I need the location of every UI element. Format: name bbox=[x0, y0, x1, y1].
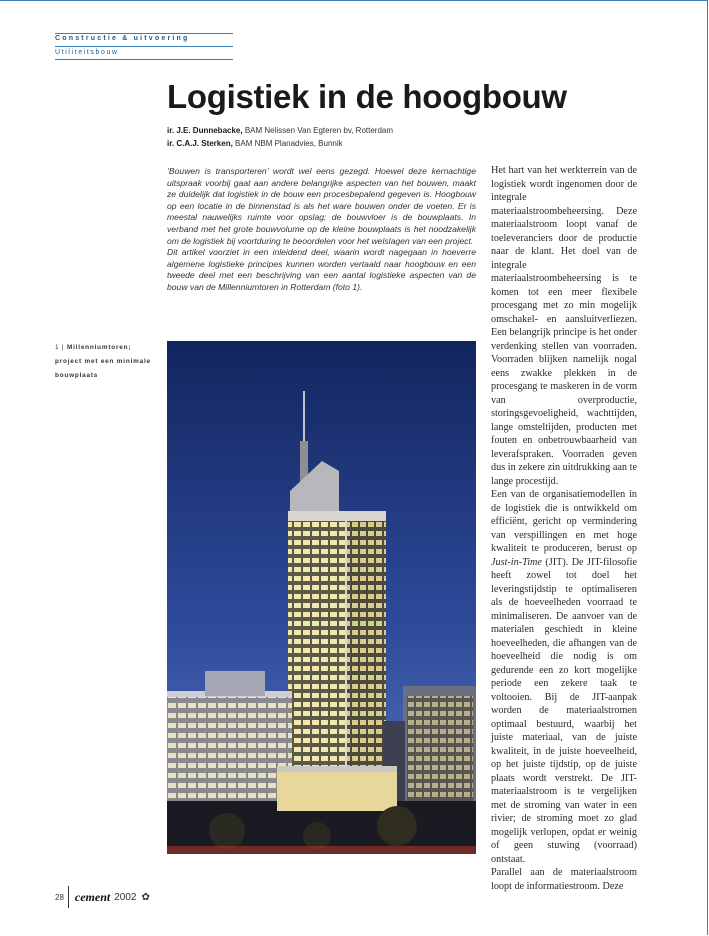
body-column bbox=[491, 164, 637, 893]
article-title: Logistiek in de hoogbouw bbox=[167, 78, 567, 115]
author-line-1 bbox=[167, 126, 393, 135]
figure-caption-text: Millenniumtoren; project met een minimale bouwplaats bbox=[55, 344, 151, 379]
body-paragraph: Het hart van het werkterrein van de logistiek wordt ingenomen door de integrale materiaalstroombeheersing. Deze materiaalstroom loopt vanaf de toeleveranciers door de productie naar de klant. Het doel van de integrale materiaalstroombeheersing is te komen tot een meer flexibele procesgang met zo min mogelijk omschakel- en aansluitverliezen. Een belangrijk principe is het onder verdenking stellen van voorraden. Voorraden blijken namelijk nogal eens zwakke plekken in de procesgang te maskeren in de vorm van overproductie, storingsgevoeligheid, wachttijden, lange omsteltijden, producten met fouten en onbetrouwbaarheid van leverafspraken. Voorraden geven dus in zekere zin uitdrukking aan te lange procestijd. bbox=[491, 165, 637, 487]
magazine-year: 2002 bbox=[114, 891, 137, 903]
just-in-time-term: Just-in-Time bbox=[491, 556, 542, 568]
author-line-2 bbox=[167, 139, 343, 148]
page-number: 28 bbox=[55, 892, 64, 902]
magazine-name: cement bbox=[74, 889, 111, 904]
section-label: Constructie & uitvoering bbox=[55, 35, 190, 42]
intro-text bbox=[167, 166, 476, 294]
millenniumtoren-photo bbox=[167, 341, 476, 854]
header-rule-bottom bbox=[55, 59, 233, 60]
flower-icon: ✿ bbox=[141, 891, 150, 903]
body-paragraph bbox=[491, 488, 637, 866]
body-text: (JIT). De JIT-filosofie heeft zowel tot doel het leveringstijdstip te optimaliseren als de hoeveelheden voorraad te minimaliseren. De aanvoer van de materialen geschiedt in kleine hoeveelheden, die afhangen van de hoeveelheid die nodig is om gedurende een zo kort mogelijke periode een zekere taak te voltooien. Bij de JIT-aanpak worden de materiaalstromen optimaal bestuurd, waarbij het juiste materiaal, van de juiste kwaliteit, in de juiste hoeveelheid, op het juiste tijdstip, op de juiste plaats wordt verstrekt. De JIT-materiaalstroom is te vergelijken met de stroming van water in een rivier; de stroming moet zo glad mogelijk verlopen, opdat er weinig of geen stuwing (voorraad) ontstaat. bbox=[491, 556, 637, 865]
body-paragraph: Parallel aan de materiaalstroom loopt de informatiestroom. Deze bbox=[491, 867, 637, 892]
intro-paragraph: ‘Bouwen is transporteren’ wordt wel eens gezegd. Hoewel deze kernachtige uitspraak voorbij gaat aan andere belangrijke aspecten van het bouwen, maakt ze duidelijk dat logistiek in de bouw een procesbepalend gegeven is. Hoogbouw op een locatie in de binnenstad is als het ware bouwen onder de voeten. Er is meestal nauwelijks ruimte voor opslag; de bouwvloer is de bouwplaats. In verband met het grote bouwvolume op de kleine bouwplaats is het noodzakelijk om de logistiek bij voortduring te beoordelen voor het welslagen van een project. bbox=[167, 166, 476, 246]
photo-caption bbox=[55, 341, 160, 383]
page-footer bbox=[55, 886, 150, 908]
figure-number: 1 | bbox=[55, 344, 65, 351]
body-text: Een van de organisatiemodellen in de logistiek die is ontwikkeld om efficiënt, gericht op vermindering van verspillingen en met hoge kwaliteit te produceren, berust op bbox=[491, 489, 637, 554]
author-name: ir. J.E. Dunnebacke, bbox=[167, 126, 243, 135]
header-rule-middle bbox=[55, 46, 233, 47]
footer-divider bbox=[68, 886, 69, 908]
header-rule-top bbox=[55, 33, 233, 34]
author-affiliation: BAM NBM Planadvies, Bunnik bbox=[232, 139, 343, 148]
author-name: ir. C.A.J. Sterken, bbox=[167, 139, 233, 148]
subsection-label: Utiliteitsbouw bbox=[55, 49, 119, 56]
author-affiliation: BAM Nelissen Van Egteren bv, Rotterdam bbox=[242, 126, 394, 135]
intro-paragraph: Dit artikel voorziet in een inleidend deel, waarin wordt nagegaan in hoeverre algemene logistieke principes kunnen worden vertaald naar hoogbouw en een tweede deel met een beschrijving van een aantal logistieke aspecten van de bouw van de Millenniumtoren in Rotterdam (foto 1). bbox=[167, 247, 476, 292]
